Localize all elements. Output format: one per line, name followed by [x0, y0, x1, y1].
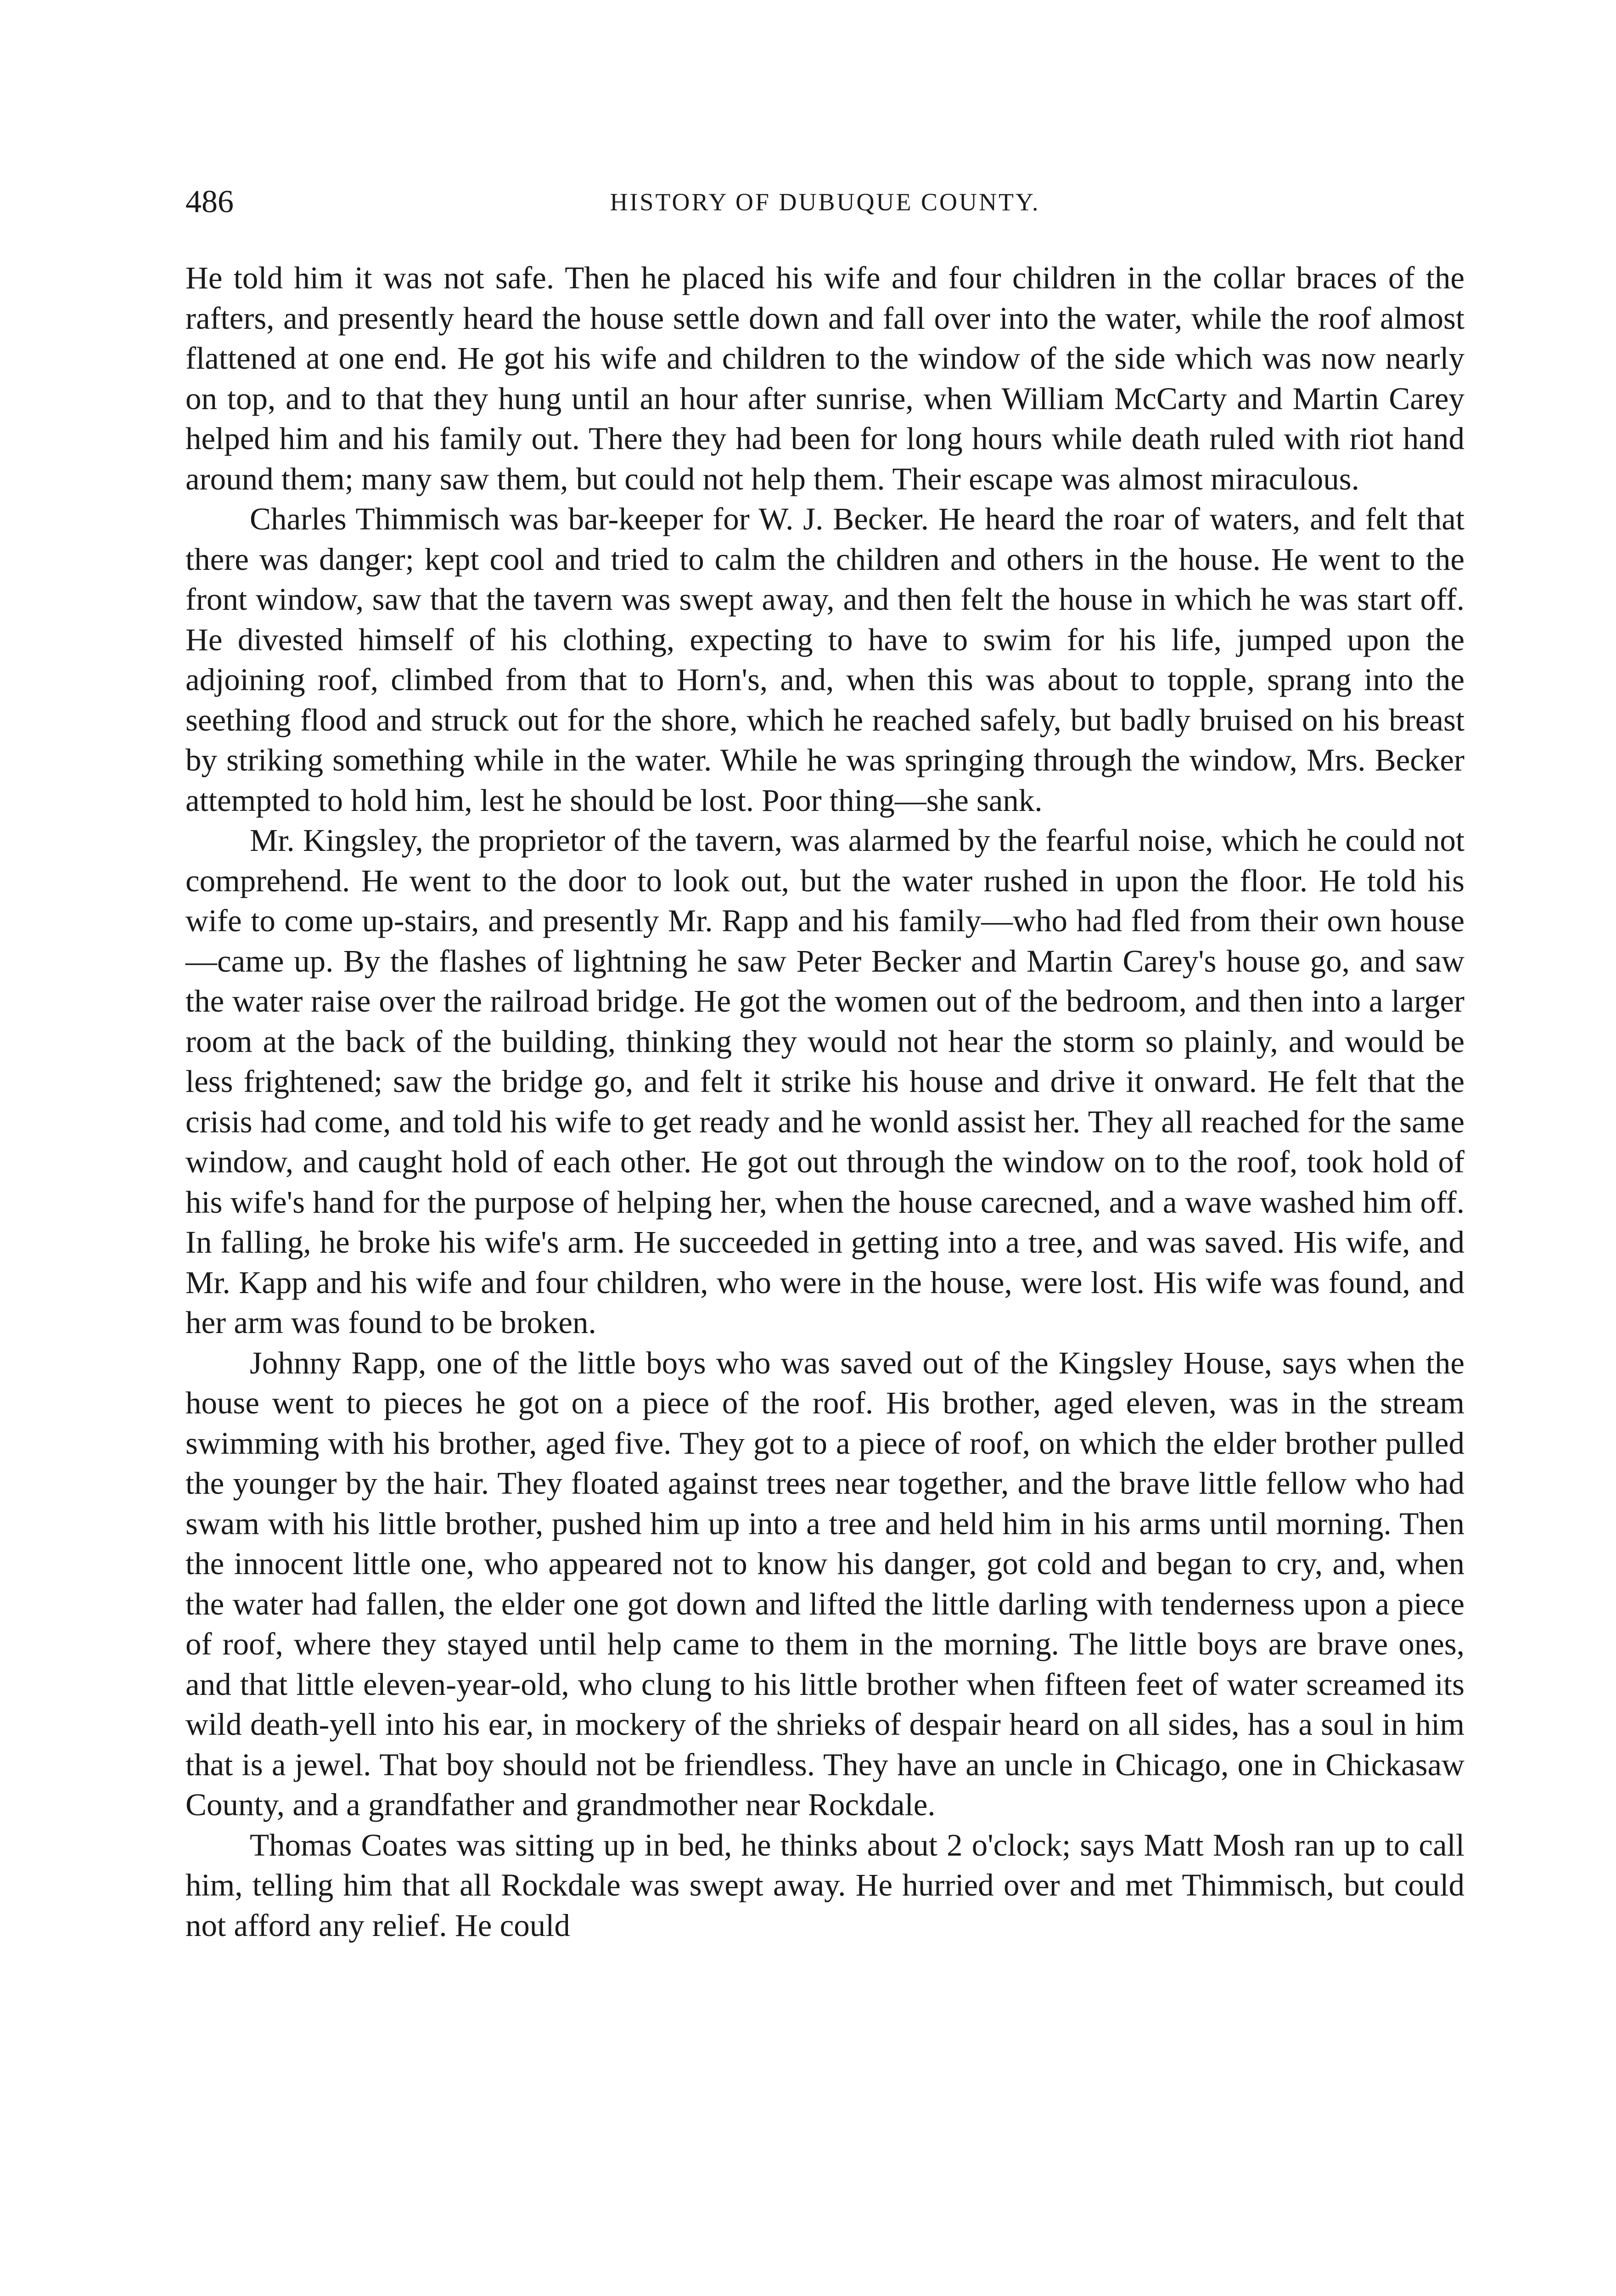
body-text — [185, 258, 1464, 1946]
paragraph-thomas-coates: Thomas Coates was sitting up in bed, he thinks about 2 o'clock; says Matt Mosh ran up to call him, telling him that all Rockdale was swept away. He hurried over and met Thimmisch, but could not afford any relief. He could — [185, 1827, 1464, 1943]
page-number: 486 — [185, 184, 234, 219]
paragraph-continuation: He told him it was not safe. Then he placed his wife and four children in the collar braces of the rafters, and presently heard the house settle down and fall over into the water, while the roof almost flattened at one end. He got his wife and children to the window of the side which was now nearly on top, and to that they hung until an hour after sunrise, when William McCarty and Martin Carey helped him and his family out. There they had been for long hours while death ruled with riot hand around them; many saw them, but could not help them. Their escape was almost miraculous. — [185, 260, 1464, 496]
page-header — [185, 181, 1464, 223]
paragraph-johnny-rapp: Johnny Rapp, one of the little boys who was saved out of the Kingsley House, says when the house went to pieces he got on a piece of the roof. His brother, aged eleven, was in the stream swimming with his brother, aged five. They got to a piece of roof, on which the elder brother pulled the younger by the hair. They floated against trees near together, and the brave little fellow who had swam with his little brother, pushed him up into a tree and held him in his arms until morning. Then the innocent little one, who appeared not to know his danger, got cold and began to cry, and, when the water had fallen, the elder one got down and lifted the little darling with tenderness upon a piece of roof, where they stayed until help came to them in the morning. The little boys are brave ones, and that little eleven-year-old, who clung to his little brother when fifteen feet of water screamed its wild death-yell into his ear, in mockery of the shrieks of despair heard on all sides, has a soul in him that is a jewel. That boy should not be friendless. They have an uncle in Chicago, one in Chickasaw County, and a grandfather and grandmother near Rockdale. — [185, 1345, 1464, 1822]
running-title: HISTORY OF DUBUQUE COUNTY. — [610, 188, 1040, 216]
paragraph-thimmisch: Charles Thimmisch was bar-keeper for W. J. Becker. He heard the roar of waters, and felt that there was danger; kept cool and tried to calm the children and others in the house. He went to the front window, saw that the tavern was swept away, and then felt the house in which he was start off. He divested himself of his clothing, expecting to have to swim for his life, jumped upon the adjoining roof, climbed from that to Horn's, and, when this was about to topple, sprang into the seething flood and struck out for the shore, which he reached safely, but badly bruised on his breast by striking something while in the water. While he was springing through the window, Mrs. Becker attempted to hold him, lest he should be lost. Poor thing—she sank. — [185, 501, 1464, 818]
paragraph-kingsley: Mr. Kingsley, the proprietor of the tavern, was alarmed by the fearful noise, which he could not comprehend. He went to the door to look out, but the water rushed in upon the floor. He told his wife to come up-stairs, and presently Mr. Rapp and his family—who had fled from their own house—came up. By the flashes of lightning he saw Peter Becker and Martin Carey's house go, and saw the water raise over the railroad bridge. He got the women out of the bedroom, and then into a larger room at the back of the building, thinking they would not hear the storm so plainly, and would be less frightened; saw the bridge go, and felt it strike his house and drive it onward. He felt that the crisis had come, and told his wife to get ready and he wonld assist her. They all reached for the same window, and caught hold of each other. He got out through the window on to the roof, took hold of his wife's hand for the purpose of helping her, when the house carecned, and a wave washed him off. In falling, he broke his wife's arm. He succeeded in getting into a tree, and was saved. His wife, and Mr. Kapp and his wife and four children, who were in the house, were lost. His wife was found, and her arm was found to be broken. — [185, 823, 1464, 1340]
